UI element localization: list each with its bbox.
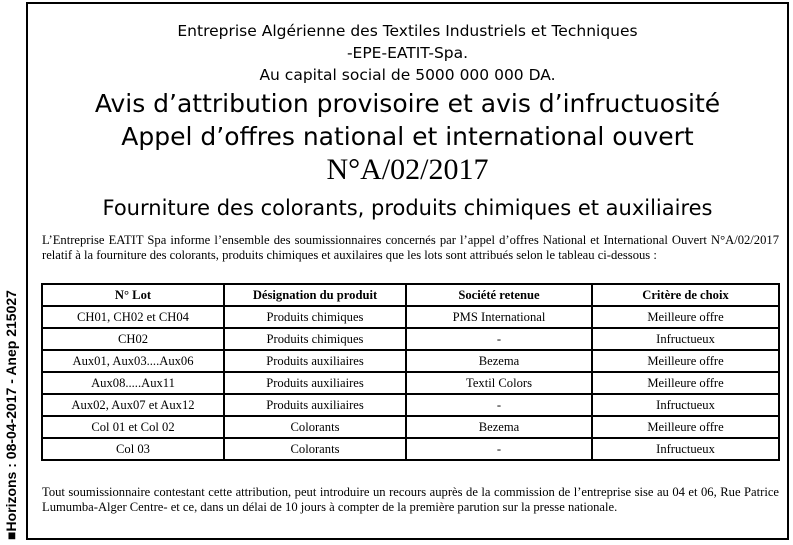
company-header	[28, 20, 787, 86]
cell-lot: CH01, CH02 et CH04	[42, 306, 224, 328]
cell-product: Produits auxiliaires	[224, 372, 406, 394]
cell-company: Bezema	[406, 350, 592, 372]
cell-company: Textil Colors	[406, 372, 592, 394]
cell-product: Produits chimiques	[224, 328, 406, 350]
cell-lot: CH02	[42, 328, 224, 350]
table-row	[42, 416, 779, 438]
side-margin	[0, 0, 22, 545]
cell-company: Bezema	[406, 416, 592, 438]
cell-criterion: Meilleure offre	[592, 306, 779, 328]
company-name: Entreprise Algérienne des Textiles Industriels et Techniques	[177, 22, 638, 40]
column-header-company: Société retenue	[406, 284, 592, 306]
tender-reference: N°A/02/2017	[326, 153, 489, 186]
table-row	[42, 372, 779, 394]
column-header-criterion: Critère de choix	[592, 284, 779, 306]
notice-title	[28, 87, 787, 153]
cell-lot: Col 03	[42, 438, 224, 460]
cell-product: Produits auxiliaires	[224, 350, 406, 372]
lots-table	[41, 283, 780, 461]
company-capital: Au capital social de 5000 000 000 DA.	[259, 66, 556, 84]
cell-lot: Aux01, Aux03....Aux06	[42, 350, 224, 372]
cell-lot: Col 01 et Col 02	[42, 416, 224, 438]
cell-criterion: Meilleure offre	[592, 350, 779, 372]
cell-criterion: Infructueux	[592, 438, 779, 460]
table-row	[42, 328, 779, 350]
cell-lot: Aux08.....Aux11	[42, 372, 224, 394]
notice-title-line-1: Avis d’attribution provisoire et avis d’infructuosité	[94, 89, 721, 118]
cell-product: Produits auxiliaires	[224, 394, 406, 416]
cell-company: PMS International	[406, 306, 592, 328]
company-form: -EPE-EATIT-Spa.	[346, 44, 469, 62]
cell-criterion: Infructueux	[592, 328, 779, 350]
table-row	[42, 306, 779, 328]
cell-product: Colorants	[224, 416, 406, 438]
cell-company: -	[406, 438, 592, 460]
table-row	[42, 438, 779, 460]
column-header-product: Désignation du produit	[224, 284, 406, 306]
appeal-paragraph: Tout soumissionnaire contestant cette attribution, peut introduire un recours auprès de la commission de l’entreprise sise au 04 et 06, Rue Patrice Lumumba-Alger Centre- et ce, dans un délai de 10 jours à compter de la première parution sur la presse nationale.	[42, 485, 779, 514]
notice-title-line-2: Appel d’offres national et international ouvert	[121, 122, 694, 151]
cell-product: Colorants	[224, 438, 406, 460]
publication-stamp: ■Horizons : 08-04-2017 - Anep 215027	[3, 290, 19, 540]
table-header-row	[42, 284, 779, 306]
cell-company: -	[406, 394, 592, 416]
cell-product: Produits chimiques	[224, 306, 406, 328]
cell-criterion: Meilleure offre	[592, 416, 779, 438]
cell-company: -	[406, 328, 592, 350]
cell-lot: Aux02, Aux07 et Aux12	[42, 394, 224, 416]
cell-criterion: Meilleure offre	[592, 372, 779, 394]
table-row	[42, 394, 779, 416]
column-header-lot: N° Lot	[42, 284, 224, 306]
table-row	[42, 350, 779, 372]
tender-subject: Fourniture des colorants, produits chimiques et auxiliaires	[102, 196, 713, 220]
intro-paragraph: L’Entreprise EATIT Spa informe l’ensemble des soumissionnaires concernés par l’appel d’offres National et International Ouvert N°A/02/2017 relatif à la fourniture des colorants, produits chimiques et auxilaires que les lots sont attribués selon le tableau ci-dessous :	[42, 233, 779, 262]
cell-criterion: Infructueux	[592, 394, 779, 416]
